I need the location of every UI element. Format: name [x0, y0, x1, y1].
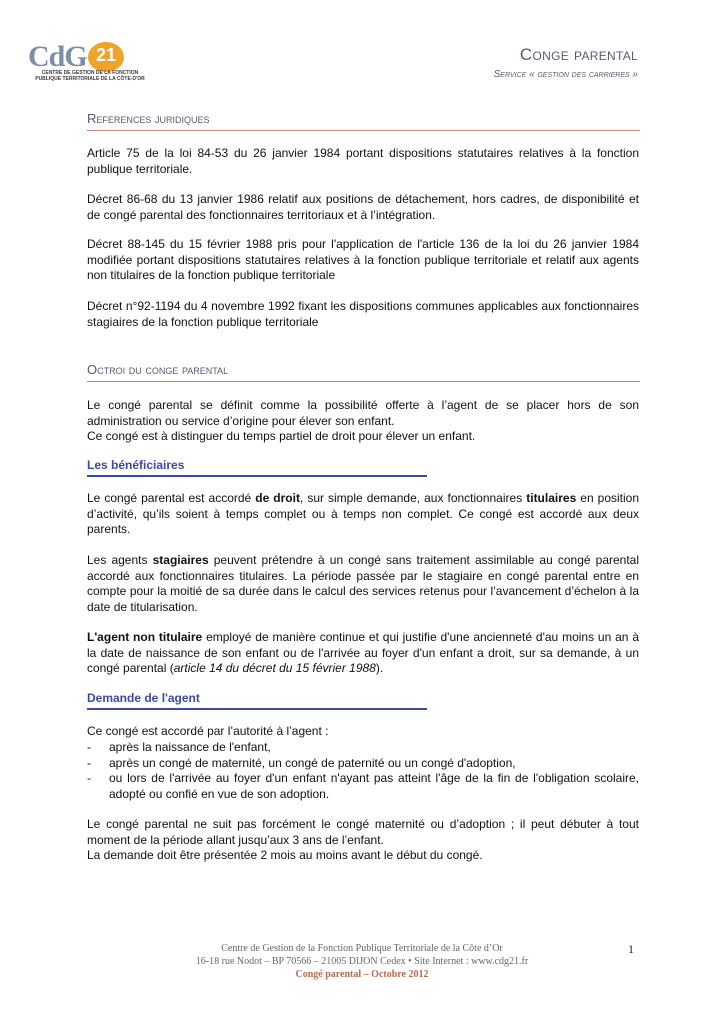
- list-item: [87, 756, 639, 772]
- subheading-beneficiaires: Les bénéficiaires: [87, 458, 427, 477]
- footer-address: 16-18 rue Nodot – BP 70566 – 21005 DIJON Cedex • Site Internet : www.cdg21.fr: [195, 956, 529, 967]
- list-item-text: après la naissance de l'enfant,: [109, 740, 271, 754]
- beneficiaires-stagiaires-paragraph: [87, 553, 639, 615]
- demande-outro: [87, 817, 639, 864]
- reference-paragraph: Décret n°92-1194 du 4 novembre 1992 fixant les dispositions communes applicables aux fonctionnaires stagiaires de la fonction publique territoriale: [87, 299, 639, 329]
- text-run: , sur simple demande, aux fonctionnaires: [299, 491, 527, 505]
- list-item: [87, 771, 639, 802]
- text-run: employé de manière continue et qui justifie d'une ancienneté d'au moins un an à la date de naissance de son enfant ou de l'arrivée au foyer d'un enfant a droit, sur sa demande, à un congé parental (: [87, 630, 639, 676]
- beneficiaires-non-titulaire-paragraph: [87, 630, 639, 677]
- logo-badge-number: 21: [96, 45, 117, 65]
- reference-paragraph: Article 75 de la loi 84-53 du 26 janvier 1984 portant dispositions statutaires relatives à la fonction publique territoriale.: [87, 146, 639, 176]
- logo-badge: [88, 42, 124, 72]
- demande-outro-line: Le congé parental ne suit pas forcément le congé maternité ou d’adoption ; il peut débuter à tout moment de la période allant jusqu’aux 3 ans de l’enfant.: [87, 817, 639, 847]
- reference-paragraph: Décret 88-145 du 15 février 1988 pris pour l'application de l'article 136 de la loi du 26 janvier 1984 modifiée portant dispositions statutaires relatives à la fonction publique territoriale et relatif aux agents non titulaires de la fonction publique territoriale: [87, 237, 639, 283]
- text-run: en position d’activité, qu’ils soient à temps complet ou à temps non complet. Ce congé est accordé aux deux parents.: [87, 491, 640, 537]
- subheading-demande: Demande de l'agent: [87, 691, 427, 710]
- logo-subtitle: CENTRE DE GESTION DE LA FONCTION PUBLIQUE TERRITORIALE DE LA CÔTE-D'OR: [35, 70, 145, 82]
- footer-document-label: Congé parental – Octobre 2012: [295, 969, 429, 980]
- emphasis-stagiaires: stagiaires: [152, 553, 209, 567]
- demande-outro-line: La demande doit être présentée 2 mois au moins avant le début du congé.: [87, 848, 483, 863]
- text-run: ).: [375, 661, 384, 676]
- list-dash: -: [87, 755, 91, 770]
- cdg21-logo: [24, 40, 145, 88]
- document-subtitle: Service « gestion des carrieres »: [493, 69, 638, 80]
- section-heading-octroi: Octroi du conge parental: [87, 362, 640, 382]
- list-dash: -: [87, 740, 91, 754]
- list-item-text: ou lors de l'arrivée au foyer d'un enfant n'ayant pas atteint l'âge de la fin de l'obligation scolaire, adopté ou confié en vue de son adoption.: [109, 771, 639, 801]
- text-run: Le congé parental est accordé: [87, 491, 256, 505]
- beneficiaires-titulaires-paragraph: [87, 491, 639, 538]
- document-title: Conge parental: [519, 45, 638, 64]
- octroi-intro: [87, 398, 639, 445]
- footer-organisation: Centre de Gestion de la Fonction Publique Territoriale de la Côte d’Or: [221, 943, 503, 954]
- list-dash: -: [87, 771, 91, 786]
- emphasis-non-titulaire: L'agent non titulaire: [87, 630, 203, 644]
- page-number: 1: [628, 942, 634, 956]
- octroi-intro-line: Ce congé est à distinguer du temps partiel de droit pour élever un enfant.: [87, 429, 476, 444]
- text-run: peuvent prétendre à un congé sans traitement assimilable au congé parental accordé aux fonctionnaires titulaires. La période passée par le stagiaire en congé parental entre en compte pour la moitié de sa durée dans le calcul des services retenus pour l’avancement d’échelon à la date de titularisation.: [87, 553, 640, 614]
- text-run: Les agents: [87, 553, 153, 567]
- octroi-intro-line: Le congé parental se définit comme la possibilité offerte à l’agent de se placer hors de son administration ou service d’origine pour élever son enfant.: [87, 398, 639, 428]
- demande-conditions-list: [87, 740, 639, 802]
- emphasis-de-droit: de droit: [255, 491, 300, 505]
- section-heading-references: References juridiques: [87, 111, 640, 131]
- emphasis-titulaires: titulaires: [526, 491, 577, 505]
- demande-intro: Ce congé est accordé par l’autorité à l’agent :: [87, 724, 329, 738]
- citation-article-14: article 14 du décret du 15 février 1988: [173, 661, 376, 676]
- list-item: [87, 740, 639, 756]
- logo-wordmark: CdG: [28, 40, 87, 73]
- reference-paragraph: Décret 86-68 du 13 janvier 1986 relatif aux positions de détachement, hors cadres, de disponibilité et de congé parental des fonctionnaires territoriaux et à l’intégration.: [87, 192, 639, 222]
- list-item-text: après un congé de maternité, un congé de paternité ou un congé d'adoption,: [109, 755, 516, 770]
